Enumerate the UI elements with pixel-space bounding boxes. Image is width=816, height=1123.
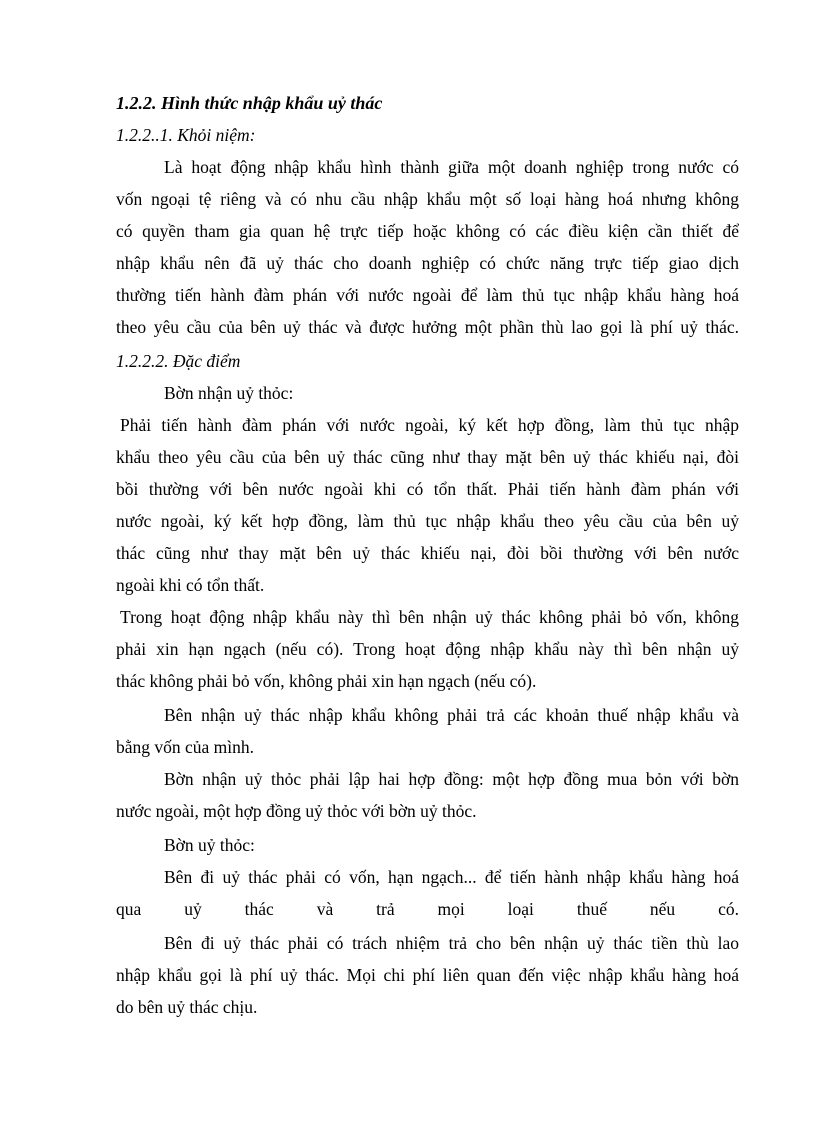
paragraph-line: Bên đi uỷ thác phải có vốn, hạn ngạch... để tiến hành nhập khẩu hàng hoá — [164, 867, 739, 887]
paragraph-line: nước ngoài, một hợp đồng uỷ thỏc với bờn uỷ thỏc. — [116, 801, 477, 821]
paragraph-line: do bên uỷ thác chịu. — [116, 997, 258, 1017]
paragraph-line: Trong hoạt động nhập khẩu này thì bên nhận uỷ thác không phải bỏ vốn, không — [120, 607, 739, 627]
paragraph-line: theo yêu cầu của bên uỷ thác và được hưởng một phần thù lao gọi là phí uỷ thác. — [116, 317, 739, 337]
paragraph-line: vốn ngoại tệ riêng và có nhu cầu nhập khẩu một số loại hàng hoá nhưng không — [116, 189, 739, 209]
paragraph-line: qua uỷ thác và trả mọi loại thuế nếu có. — [116, 899, 739, 919]
paragraph-line: nhập khẩu gọi là phí uỷ thác. Mọi chi phí liên quan đến việc nhập khẩu hàng hoá — [116, 965, 739, 985]
paragraph-line: Là hoạt động nhập khẩu hình thành giữa một doanh nghiệp trong nước có — [164, 157, 739, 177]
paragraph-line: nhập khẩu nên đã uỷ thác cho doanh nghiệp có chức năng trực tiếp giao dịch — [116, 253, 739, 273]
paragraph-line: thác không phải bỏ vốn, không phải xin hạn ngạch (nếu có). — [116, 671, 537, 691]
paragraph-line: khẩu theo yêu cầu của bên uỷ thác cũng như thay mặt bên uỷ thác khiếu nại, đòi — [116, 447, 739, 467]
subsection-title-features: 1.2.2.2. Đặc điểm — [116, 351, 241, 371]
paragraph-line: có quyền tham gia quan hệ trực tiếp hoặc không có các điều kiện cần thiết để — [116, 221, 739, 241]
paragraph-line: Bờn nhận uỷ thỏc phải lập hai hợp đồng: một hợp đồng mua bỏn với bờn — [164, 769, 739, 789]
paragraph-line: Bên nhận uỷ thác nhập khẩu không phải trả các khoản thuế nhập khẩu và — [164, 705, 739, 725]
paragraph-line: Bên đi uỷ thác phải có trách nhiệm trả cho bên nhận uỷ thác tiền thù lao — [164, 933, 739, 953]
paragraph-line: thường tiến hành đàm phán với nước ngoài để làm thủ tục nhập khẩu hàng hoá — [116, 285, 739, 305]
paragraph-line: phải xin hạn ngạch (nếu có). Trong hoạt động nhập khẩu này thì bên nhận uỷ — [116, 639, 739, 659]
paragraph-line: Phải tiến hành đàm phán với nước ngoài, ký kết hợp đồng, làm thủ tục nhập — [120, 415, 739, 435]
section-title: 1.2.2. Hình thức nhập khẩu uỷ thác — [116, 93, 383, 113]
paragraph-line: bồi thường với bên nước ngoài khi có tổn thất. Phải tiến hành đàm phán với — [116, 479, 739, 499]
paragraph-line: bằng vốn của mình. — [116, 737, 255, 757]
paragraph-line: Bờn uỷ thỏc: — [164, 835, 255, 855]
paragraph-line: ngoài khi có tổn thất. — [116, 575, 265, 595]
paragraph-line: nước ngoài, ký kết hợp đồng, làm thủ tục nhập khẩu theo yêu cầu của bên uỷ — [116, 511, 739, 531]
paragraph-line: Bờn nhận uỷ thỏc: — [164, 383, 294, 403]
subsection-title-concept: 1.2.2..1. Khỏi niệm: — [116, 125, 256, 145]
paragraph-line: thác cũng như thay mặt bên uỷ thác khiếu nại, đòi bồi thường với bên nước — [116, 543, 739, 563]
